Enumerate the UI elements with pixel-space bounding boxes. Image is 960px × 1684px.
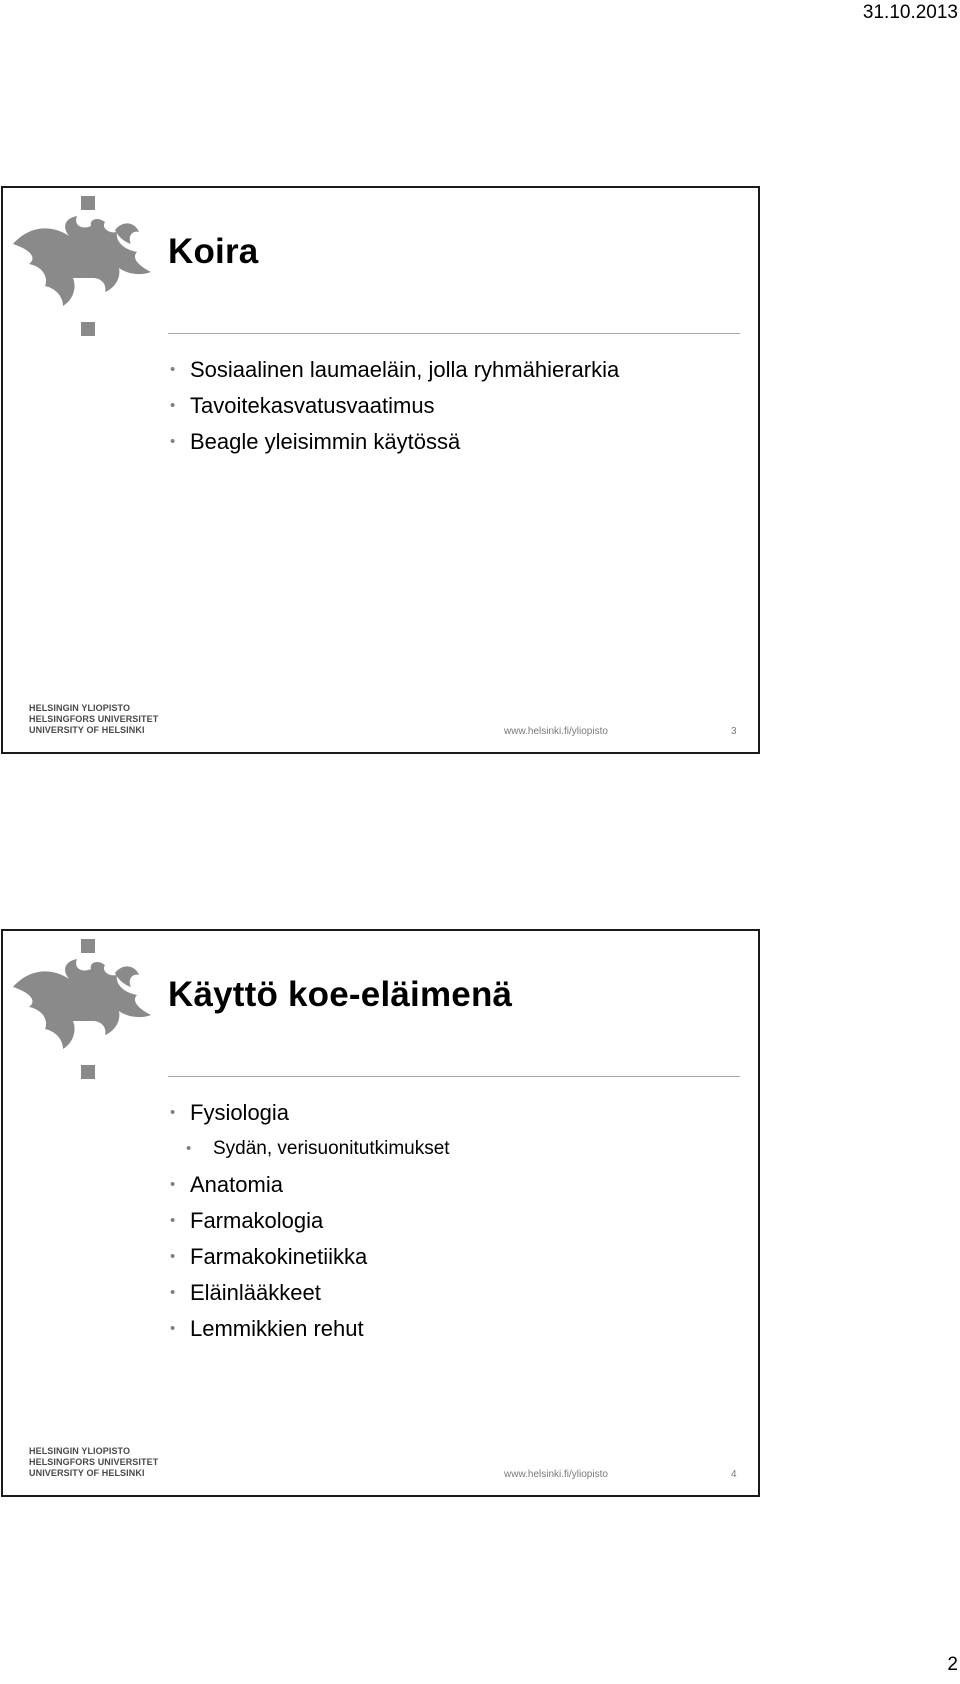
bullet-item: • Beagle yleisimmin käytössä: [170, 424, 619, 460]
bullet-list: [170, 352, 619, 460]
university-name-line: UNIVERSITY OF HELSINKI: [29, 1468, 145, 1478]
bullet-item: • Tavoitekasvatusvaatimus: [170, 388, 619, 424]
university-name-logo: [29, 1446, 158, 1479]
page-date: 31.10.2013: [862, 2, 958, 23]
bullet-item: • Lemmikkien rehut: [170, 1311, 450, 1347]
bullet-item: • Eläinlääkkeet: [170, 1275, 450, 1311]
bullet-list: [170, 1095, 450, 1347]
sub-bullet-item: • Sydän, verisuonitutkimukset: [170, 1131, 450, 1167]
slide-number: 4: [731, 1469, 737, 1480]
title-divider: [168, 333, 740, 334]
slide-4: [1, 929, 760, 1497]
footer-url: www.helsinki.fi/yliopisto: [504, 1469, 608, 1480]
bullet-item: • Fysiologia: [170, 1095, 450, 1131]
bullet-item: • Farmakologia: [170, 1203, 450, 1239]
bullet-item: • Farmakokinetiikka: [170, 1239, 450, 1275]
slide-title: Koira: [168, 232, 259, 271]
university-flame-logo-icon: [11, 196, 163, 340]
university-name-line: HELSINGIN YLIOPISTO: [29, 1446, 131, 1456]
university-name-logo: [29, 703, 158, 736]
university-name-line: UNIVERSITY OF HELSINKI: [29, 725, 145, 735]
slide-3: [1, 186, 760, 754]
university-name-line: HELSINGFORS UNIVERSITET: [29, 1457, 159, 1467]
slide-number: 3: [731, 726, 737, 737]
university-name-line: HELSINGIN YLIOPISTO: [29, 703, 131, 713]
slide-title: Käyttö koe-eläimenä: [168, 975, 513, 1014]
title-divider: [168, 1076, 740, 1077]
bullet-item: • Anatomia: [170, 1167, 450, 1203]
page-number: 2: [947, 1654, 958, 1675]
university-flame-logo-icon: [11, 939, 163, 1083]
bullet-item: • Sosiaalinen laumaeläin, jolla ryhmähierarkia: [170, 352, 619, 388]
footer-url: www.helsinki.fi/yliopisto: [504, 726, 608, 737]
university-name-line: HELSINGFORS UNIVERSITET: [29, 714, 159, 724]
